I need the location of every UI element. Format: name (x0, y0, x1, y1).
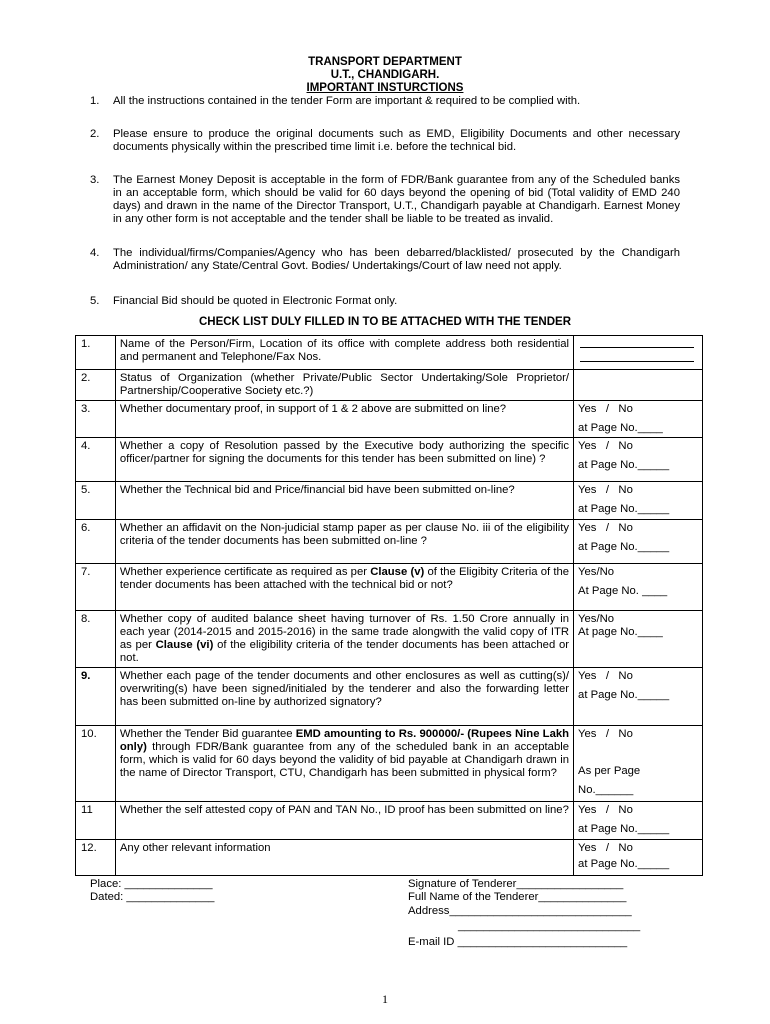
page-number-field[interactable]: As per Page (578, 765, 641, 777)
row-question: Whether documentary proof, in support of 1 & 2 above are submitted on line? (115, 401, 573, 438)
row-question: Whether the Technical bid and Price/financial bid have been submitted on-line? (115, 482, 573, 520)
page-number-field[interactable]: at Page No._____ (578, 823, 670, 835)
row-number: 9. (76, 668, 116, 726)
table-row (76, 401, 703, 438)
table-row (76, 840, 703, 876)
page-number-field[interactable]: at Page No._____ (578, 503, 670, 515)
instruction-text: Please ensure to produce the original documents such as EMD, Eligibility Documents and other necessary documents physically within the prescribed time limit i.e. before the technical bid. (113, 128, 680, 153)
yes-no-option[interactable]: Yes / No (578, 842, 633, 854)
department-title: TRANSPORT DEPARTMENT (308, 56, 462, 68)
full-name-field[interactable]: Full Name of the Tenderer______________ (408, 891, 627, 903)
instruction-item (90, 128, 680, 154)
row-answer[interactable] (574, 564, 703, 611)
checklist-table (75, 335, 703, 876)
place-field[interactable]: Place: ______________ (90, 878, 213, 890)
row-number: 11 (76, 802, 116, 840)
instruction-item (90, 247, 680, 273)
page-number-field[interactable]: At page No.____ (578, 626, 663, 638)
row-answer[interactable] (574, 401, 703, 438)
page-number-field[interactable]: No.______ (578, 784, 634, 796)
yes-no-option[interactable]: Yes/No (578, 613, 615, 625)
table-row (76, 611, 703, 668)
table-row (76, 520, 703, 564)
row-question (115, 564, 573, 611)
row-number: 6. (76, 520, 116, 564)
row-answer[interactable] (574, 726, 703, 802)
row-answer[interactable] (574, 520, 703, 564)
question-emd-amount: EMD amounting to Rs. 900000/- (Rupees Nine Lakh only) (119, 728, 570, 753)
page-number-field[interactable]: at Page No._____ (578, 689, 670, 701)
instructions-heading: IMPORTANT INSTURCTIONS (306, 82, 464, 94)
instruction-number: 2. (90, 128, 100, 140)
yes-no-option[interactable]: Yes / No (578, 728, 633, 740)
question-clause: Clause (vi) (155, 639, 214, 651)
instruction-number: 1. (90, 95, 100, 107)
instruction-item (90, 174, 680, 226)
table-row (76, 668, 703, 726)
row-question (115, 726, 573, 802)
yes-no-option[interactable]: Yes / No (578, 403, 633, 415)
signature-field[interactable]: Signature of Tenderer_________________ (408, 878, 624, 890)
yes-no-option[interactable]: Yes / No (578, 670, 633, 682)
yes-no-option[interactable]: Yes / No (578, 440, 633, 452)
question-text: Whether copy of audited balance sheet having turnover of Rs. 1.50 Crore annually in each year (2014-2015 and 2015-2016) in the same trade alongwith the valid copy of ITR as per (119, 613, 570, 651)
address-field-line2[interactable]: _____________________________ (458, 920, 641, 932)
dated-field[interactable]: Dated: ______________ (90, 891, 215, 903)
question-clause: Clause (v) (370, 566, 425, 578)
page-number: 1 (382, 992, 388, 1006)
table-row (76, 564, 703, 611)
table-row (76, 726, 703, 802)
address-field[interactable]: Address_____________________________ (408, 905, 632, 917)
row-number: 1. (76, 336, 116, 370)
row-number: 3. (76, 401, 116, 438)
page-number-field[interactable]: at Page No._____ (578, 459, 670, 471)
row-answer[interactable] (574, 482, 703, 520)
row-question: Whether the self attested copy of PAN and TAN No., ID proof has been submitted on line? (115, 802, 573, 840)
row-number: 4. (76, 438, 116, 482)
table-row (76, 438, 703, 482)
row-question: Whether a copy of Resolution passed by the Executive body authorizing the specific officer/partner for signing the documents for this tender has been submitted on line) ? (115, 438, 573, 482)
instruction-number: 3. (90, 174, 100, 186)
row-question: Whether an affidavit on the Non-judicial stamp paper as per clause No. iii of the eligibility criteria of the tender documents has been submitted on-line ? (115, 520, 573, 564)
row-answer[interactable] (574, 370, 703, 401)
row-number: 12. (76, 840, 116, 876)
row-number: 7. (76, 564, 116, 611)
row-question: Status of Organization (whether Private/Public Sector Undertaking/Sole Proprietor/ Partnership/Cooperative Society etc.?) (115, 370, 573, 401)
row-answer[interactable] (574, 668, 703, 726)
row-answer[interactable] (574, 611, 703, 668)
row-number: 2. (76, 370, 116, 401)
table-row (76, 482, 703, 520)
instruction-number: 4. (90, 247, 100, 259)
question-text: through FDR/Bank guarantee from any of the scheduled bank in an acceptable form, which is valid for 60 days beyond the validity of bid payable at Chandigarh drawn in the name of Director Transport, CTU, Chandigarh has been submitted in physical form? (119, 741, 570, 779)
row-question: Any other relevant information (115, 840, 573, 876)
email-field[interactable]: E-mail ID ___________________________ (408, 936, 628, 948)
instruction-number: 5. (90, 295, 100, 307)
row-question: Name of the Person/Firm, Location of its office with complete address both residential and permanent and Telephone/Fax Nos. (115, 336, 573, 370)
page-number-field[interactable]: at Page No._____ (578, 858, 670, 870)
question-text: of the eligibility criteria of the tender documents has been attached or not. (119, 639, 570, 664)
yes-no-option[interactable]: Yes / No (578, 522, 633, 534)
row-question: Whether each page of the tender documents and other enclosures as well as cutting(s)/ overwriting(s) have been signed/initialed by the tenderer and also the forwarding letter has been submitted on-line by authorized signatory? (115, 668, 573, 726)
row-question (115, 611, 573, 668)
row-number: 10. (76, 726, 116, 802)
question-text: Whether experience certificate as required as per (119, 566, 371, 578)
instruction-text: The individual/firms/Companies/Agency who has been debarred/blacklisted/ prosecuted by the Chandigarh Administration/ any State/Central Govt. Bodies/ Undertakings/Court of law need not apply. (113, 247, 680, 272)
page-number-field[interactable]: at Page No.____ (578, 422, 663, 434)
instruction-text: All the instructions contained in the tender Form are important & required to be complied with. (113, 95, 581, 107)
location-title: U.T., CHANDIGARH. (330, 69, 440, 81)
question-text: Whether the Tender Bid guarantee (119, 728, 296, 740)
instruction-item (90, 95, 680, 108)
row-number: 5. (76, 482, 116, 520)
row-answer[interactable] (574, 802, 703, 840)
page-number-field[interactable]: At Page No. ____ (578, 585, 668, 597)
yes-no-option[interactable]: Yes/No (578, 566, 615, 578)
table-row (76, 370, 703, 401)
row-number: 8. (76, 611, 116, 668)
row-answer[interactable] (574, 438, 703, 482)
yes-no-option[interactable]: Yes / No (578, 804, 633, 816)
checklist-title: CHECK LIST DULY FILLED IN TO BE ATTACHED WITH THE TENDER (198, 316, 572, 328)
table-row (76, 336, 703, 370)
answer-line[interactable] (580, 338, 694, 348)
instruction-item (90, 295, 680, 308)
row-answer[interactable] (574, 840, 703, 876)
page-number-field[interactable]: at Page No._____ (578, 541, 670, 553)
table-row (76, 802, 703, 840)
instruction-text: Financial Bid should be quoted in Electronic Format only. (113, 295, 398, 307)
row-answer[interactable] (574, 336, 703, 370)
instruction-text: The Earnest Money Deposit is acceptable in the form of FDR/Bank guarantee from any of the Scheduled banks in an acceptable form, which should be valid for 60 days beyond the opening of bid (Total validity of EMD 240 days) and drawn in the name of the Director Transport, U.T., Chandigarh payable at Chandigarh. Earnest Money in any other form is not acceptable and the tender shall be liable to be treated as invalid. (113, 174, 680, 225)
question-text: of the Eligibity Criteria of the tender documents has been attached with the technical bid or not? (119, 566, 570, 591)
yes-no-option[interactable]: Yes / No (578, 484, 633, 496)
answer-line[interactable] (580, 352, 694, 362)
